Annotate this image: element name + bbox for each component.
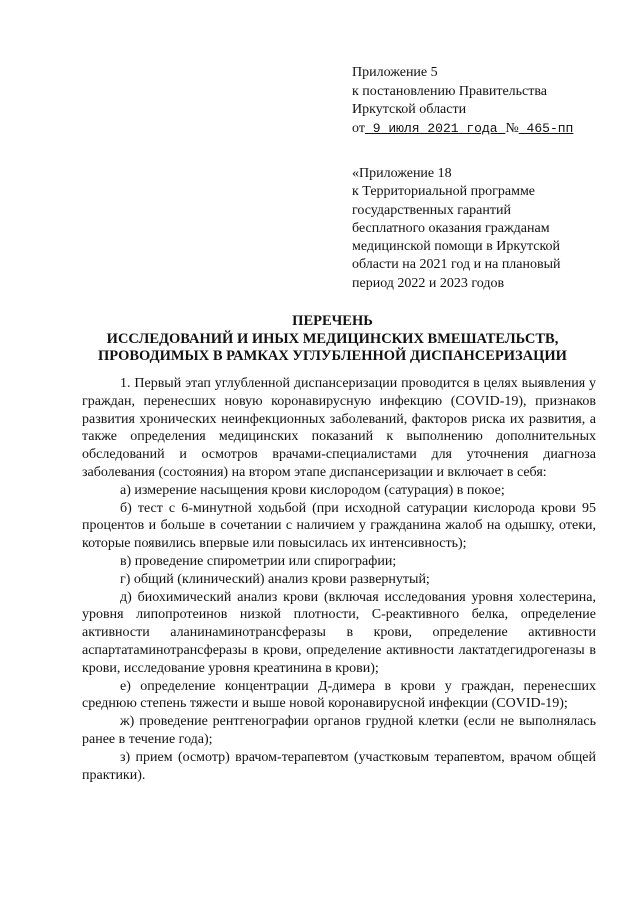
resolution-number: 465-пп bbox=[518, 120, 574, 136]
heading-subtitle-line-1: ИССЛЕДОВАНИЙ И ИНЫХ МЕДИЦИНСКИХ ВМЕШАТЕЛЬСТВ, bbox=[106, 330, 559, 347]
list-item-e: е) определение концентрации Д-димера в крови у граждан, перенесших среднюю степень тяжести и выше новой коронавирусной инфекции (COVID-19); bbox=[82, 678, 596, 712]
list-item-b: б) тест с 6-минутной ходьбой (при исходной сатурации кислорода крови 95 процентов и больше в сочетании с наличием у гражданина жалоб на одышку, отеки, которые появились впервые или повысилась их интенсивность); bbox=[82, 500, 596, 552]
document-heading bbox=[60, 313, 605, 366]
list-item-v: в) проведение спирометрии или спирографии; bbox=[120, 553, 397, 569]
list-item-a: а) измерение насыщения крови кислородом (сатурация) в покое; bbox=[120, 482, 505, 498]
appendix-18-line: «Приложение 18 bbox=[352, 166, 452, 181]
appendix-18-line: бесплатного оказания гражданам bbox=[352, 220, 550, 236]
list-item-z: з) прием (осмотр) врачом-терапевтом (участковым терапевтом, врачом общей практики). bbox=[82, 749, 596, 783]
heading-subtitle-line-2: ПРОВОДИМЫХ В РАМКАХ УГЛУБЛЕННОЙ ДИСПАНСЕРИЗАЦИИ bbox=[98, 348, 567, 364]
appendix-18-header bbox=[352, 165, 612, 293]
heading-title: ПЕРЕЧЕНЬ bbox=[292, 313, 373, 329]
resolution-date: 9 июля 2021 года bbox=[364, 120, 506, 136]
number-sign: № bbox=[505, 120, 519, 136]
list-item-g: г) общий (клинический) анализ крови развернутый; bbox=[120, 571, 430, 587]
appendix-5-title: Приложение 5 bbox=[352, 65, 438, 80]
appendix-18-line: области на 2021 год и на плановый bbox=[352, 257, 561, 273]
list-item-d: д) биохимический анализ крови (включая исследования уровня холестерина, уровня липопротеинов низкой плотности, С-реактивного белка, определение активности аланинаминотрансферазы в крови, определение активности аспартатаминотрансферазы в крови, определение активности лактатдегидрогеназы в крови, исследование уровня креатинина в крови); bbox=[82, 589, 596, 676]
appendix-5-resolution: к постановлению Правительства bbox=[352, 83, 548, 99]
appendix-5-date-line bbox=[352, 120, 573, 139]
list-item-zh: ж) проведение рентгенографии органов грудной клетки (если не выполнялась ранее в течение года); bbox=[82, 714, 596, 747]
appendix-18-line: к Территориальной программе bbox=[352, 184, 536, 200]
date-prefix: от bbox=[352, 120, 365, 136]
document-body bbox=[82, 375, 596, 784]
paragraph-intro: 1. Первый этап углубленной диспансеризации проводится в целях выявления у граждан, перенесших новую коронавирусную инфекцию (COVID-19), признаков развития хронических неинфекционных заболеваний, факторов риска их развития, а также определения медицинских показаний к выполнению дополнительных обследований и осмотров врачами-специалистами для уточнения диагноза заболевания (состояния) на втором этапе диспансеризации и включает в себя: bbox=[82, 376, 596, 480]
appendix-18-line: медицинской помощи в Иркутской bbox=[352, 239, 561, 255]
appendix-18-line: период 2022 и 2023 годов bbox=[352, 275, 505, 291]
appendix-18-line: государственных гарантий bbox=[352, 202, 511, 218]
appendix-5-header bbox=[352, 64, 573, 138]
appendix-5-region: Иркутской области bbox=[352, 102, 467, 117]
